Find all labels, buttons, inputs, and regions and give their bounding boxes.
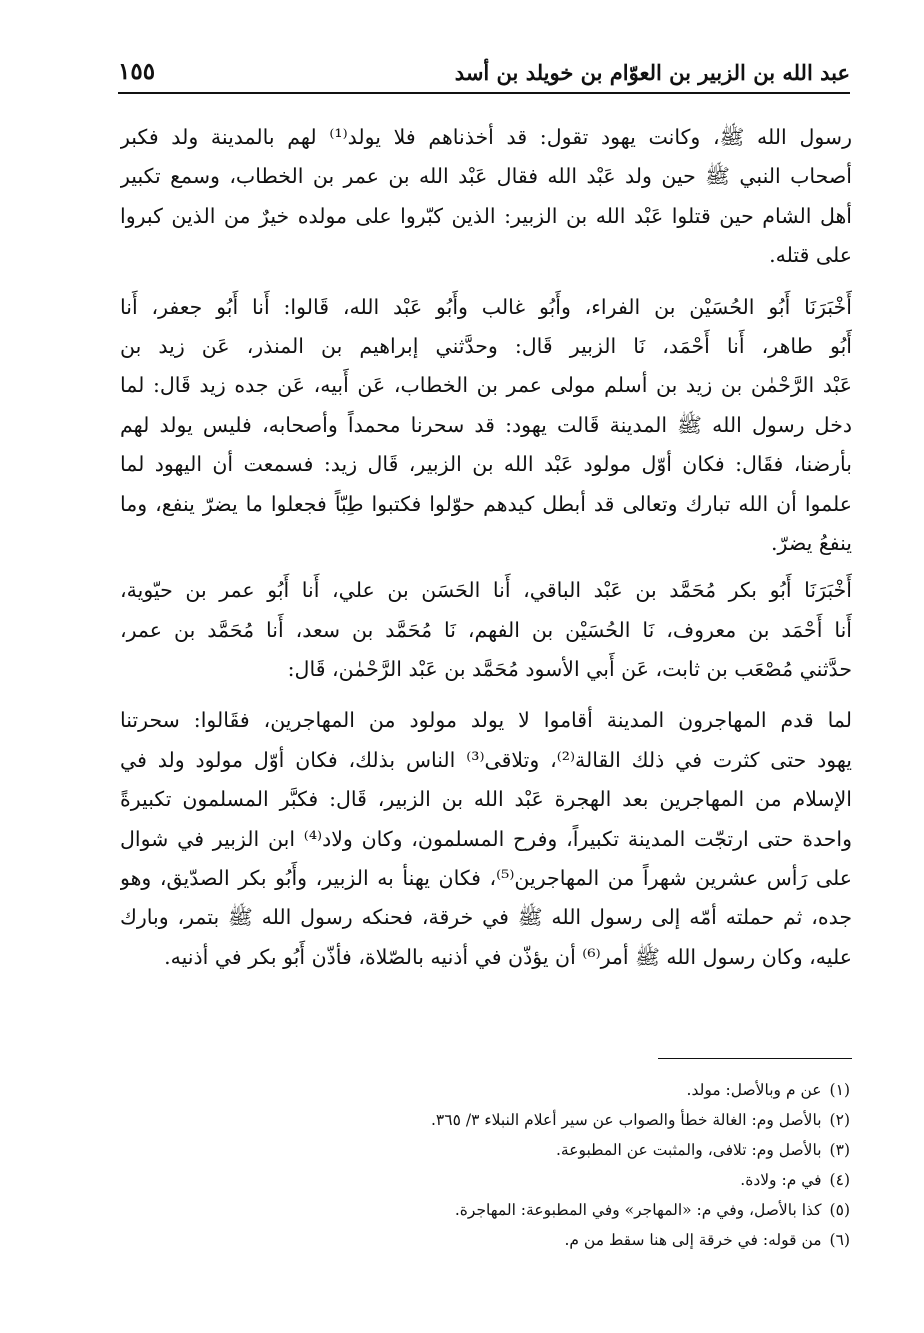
- main-text: [120, 118, 852, 977]
- text-line-isnad: أَخْبَرَنَا أَبُو الحُسَيْن بن الفراء، وأَبُو غالب وأَبُو عَبْد الله، قَالوا: أَنا أَبُو جعفر، أَنا: [120, 294, 852, 319]
- text-line: بأرضنا، فقَال: فكان أوّل مولود عَبْد الله بن الزبير، قَال زيد: فسمعت أن اليهود لما: [120, 452, 852, 477]
- footnote: [230, 1105, 850, 1135]
- text-line-isnad: أَخْبَرَنَا أَبُو بكر مُحَمَّد بن عَبْد الباقي، أَنا الحَسَن بن علي، أَنا أَبُو عمر بن حيّوية،: [120, 578, 852, 603]
- text-line: دخل رسول الله ﷺ المدينة قَالت يهود: قد سحرنا محمداً وأصحابه، فليس يولد لهم: [120, 412, 852, 437]
- text-line: عليه، وكان رسول الله ﷺ أمر⁽⁶⁾ أن يؤذّن في أذنيه بالصّلاة، فأذّن أَبُو بكر في أذنيه.: [164, 944, 852, 969]
- footnote-number: (٤): [829, 1171, 850, 1189]
- text-line: رسول الله ﷺ، وكانت يهود تقول: قد أخذناهم فلا يولد⁽¹⁾ لهم بالمدينة ولد فكبر: [120, 125, 852, 149]
- footnote-text: في م: ولادة.: [740, 1171, 822, 1189]
- text-line: الإسلام من المهاجرين بعد الهجرة عَبْد الله بن الزبير، قَال: فكبَّر المسلمون تكبيرةً: [120, 787, 852, 812]
- footnote-number: (٢): [829, 1111, 850, 1129]
- text-line: يهود حتى كثرت في ذلك القالة⁽²⁾، وتلاقى⁽³⁾ الناس بذلك، فكان أوّل مولود ولد في: [120, 747, 852, 772]
- header-title: عبد الله بن الزبير بن العوّام بن خويلد بن أسد: [454, 60, 850, 85]
- page-number: ١٥٥: [118, 58, 156, 85]
- paragraph-gap: [120, 689, 852, 701]
- paragraph-gap: [120, 563, 852, 571]
- running-header: [118, 50, 850, 94]
- footnote: [230, 1165, 850, 1195]
- footnote: [230, 1075, 850, 1105]
- footnote-number: (٣): [829, 1141, 850, 1159]
- footnote-text: بالأصل وم: الغالة خطأ والصواب عن سير أعلام النبلاء ٣/ ٣٦٥.: [430, 1111, 822, 1129]
- footnote: [230, 1195, 850, 1225]
- text-line: أَنا أَحْمَد بن معروف، نَا الحُسَيْن بن الفهم، نَا مُحَمَّد بن سعد، أَنا مُحَمَّد بن عمر،: [120, 617, 852, 642]
- text-line: على رَأس عشرين شهراً من المهاجرين⁽⁵⁾، فكان يهنأ به الزبير، وأَبُو بكر الصدّيق، وهو: [120, 866, 852, 891]
- footnote-number: (١): [829, 1081, 850, 1099]
- paragraph-gap: [120, 276, 852, 288]
- footnote-number: (٥): [829, 1201, 850, 1219]
- text-line: واحدة حتى ارتجّت المدينة تكبيراً، وفرح المسلمون، وكان ولاد⁽⁴⁾ ابن الزبير في شوال: [120, 826, 852, 851]
- text-line: على قتله.: [769, 243, 852, 268]
- footnote: [230, 1135, 850, 1165]
- footnote-text: كذا بالأصل، وفي م: «المهاجر» وفي المطبوعة: المهاجرة.: [454, 1201, 822, 1219]
- text-line: ينفعُ يضرّ.: [771, 530, 852, 555]
- text-line: لما قدم المهاجرون المدينة أقاموا لا يولد مولود من المهاجرين، فقَالوا: سحرتنا: [120, 708, 852, 733]
- footnote-divider: [658, 1058, 852, 1059]
- text-line: أهل الشام حين قتلوا عَبْد الله بن الزبير: الذين كبّروا على مولده خيرٌ من الذين كبروا: [120, 203, 852, 228]
- text-line: أصحاب النبي ﷺ حين ولد عَبْد الله فقال عَبْد الله بن عمر بن الخطاب، وسمع تكبير: [120, 164, 852, 189]
- text-line: جده، ثم حملته أمّه إلى رسول الله ﷺ في خرقة، فحنكه رسول الله ﷺ بتمر، وبارك: [120, 905, 852, 930]
- text-line: حدَّثني مُصْعَب بن ثابت، عَن أَبي الأسود مُحَمَّد بن عَبْد الرَّحْمٰن، قَال:: [287, 657, 852, 682]
- footnote-number: (٦): [829, 1231, 850, 1249]
- footnote-text: عن م وبالأصل: مولد.: [686, 1081, 822, 1099]
- footnotes: [230, 1075, 850, 1255]
- text-line: أَبُو طاهر، أَنا أَحْمَد، نَا الزبير قَال: وحدَّثني إبراهيم بن المنذر، عَن زيد بن: [120, 333, 852, 358]
- footnote-text: من قوله: في خرقة إلى هنا سقط من م.: [564, 1231, 822, 1249]
- text-line: عَبْد الرَّحْمٰن بن زيد بن أسلم مولى عمر بن الخطاب، عَن أَبيه، عَن جده زيد قَال: لما: [120, 373, 852, 398]
- text-line: علموا أن الله تبارك وتعالى قد أبطل كيدهم حوّلوا فكتبوا طِبّاً فجعلوا ما يضرّ ينفع، وما: [120, 491, 852, 516]
- footnote: [230, 1225, 850, 1255]
- footnote-text: بالأصل وم: تلافى، والمثبت عن المطبوعة.: [555, 1141, 822, 1159]
